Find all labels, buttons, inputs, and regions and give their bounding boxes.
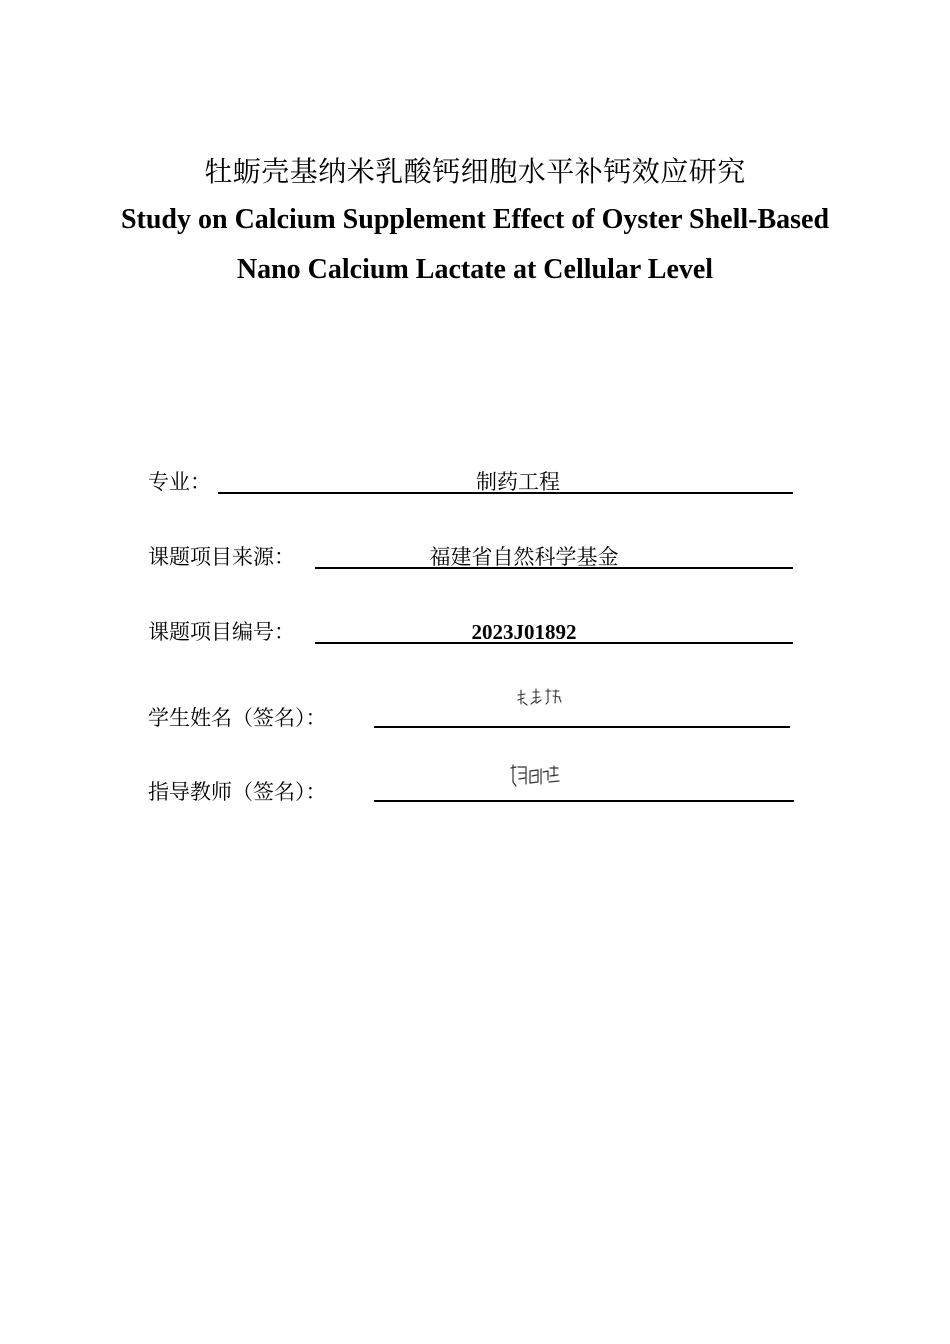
student-name-underline xyxy=(374,726,790,728)
student-name-label: 学生姓名（签名）： xyxy=(148,706,327,730)
field-project-number xyxy=(148,618,798,658)
advisor-label: 指导教师（签名）： xyxy=(148,780,327,804)
title-english-line-2: Nano Calcium Lactate at Cellular Level xyxy=(236,254,714,285)
title-chinese: 牡蛎壳基纳米乳酸钙细胞水平补钙效应研究 xyxy=(204,155,746,188)
handwritten-signature-icon xyxy=(508,762,562,792)
field-student-name xyxy=(148,704,798,744)
project-source-value: 福建省自然科学基金 xyxy=(429,545,619,569)
advisor-underline xyxy=(374,800,794,802)
project-number-label: 课题项目编号： xyxy=(148,620,295,644)
project-number-value: 2023J01892 xyxy=(471,620,577,644)
field-advisor xyxy=(148,778,798,818)
project-source-label: 课题项目来源： xyxy=(148,545,295,569)
field-project-source xyxy=(148,543,798,583)
major-value: 制药工程 xyxy=(476,470,560,494)
handwritten-signature-icon xyxy=(515,686,565,710)
title-english-line-1: Study on Calcium Supplement Effect of Oyster Shell-Based xyxy=(120,204,830,235)
major-label: 专业： xyxy=(148,470,211,494)
field-major xyxy=(148,468,798,508)
